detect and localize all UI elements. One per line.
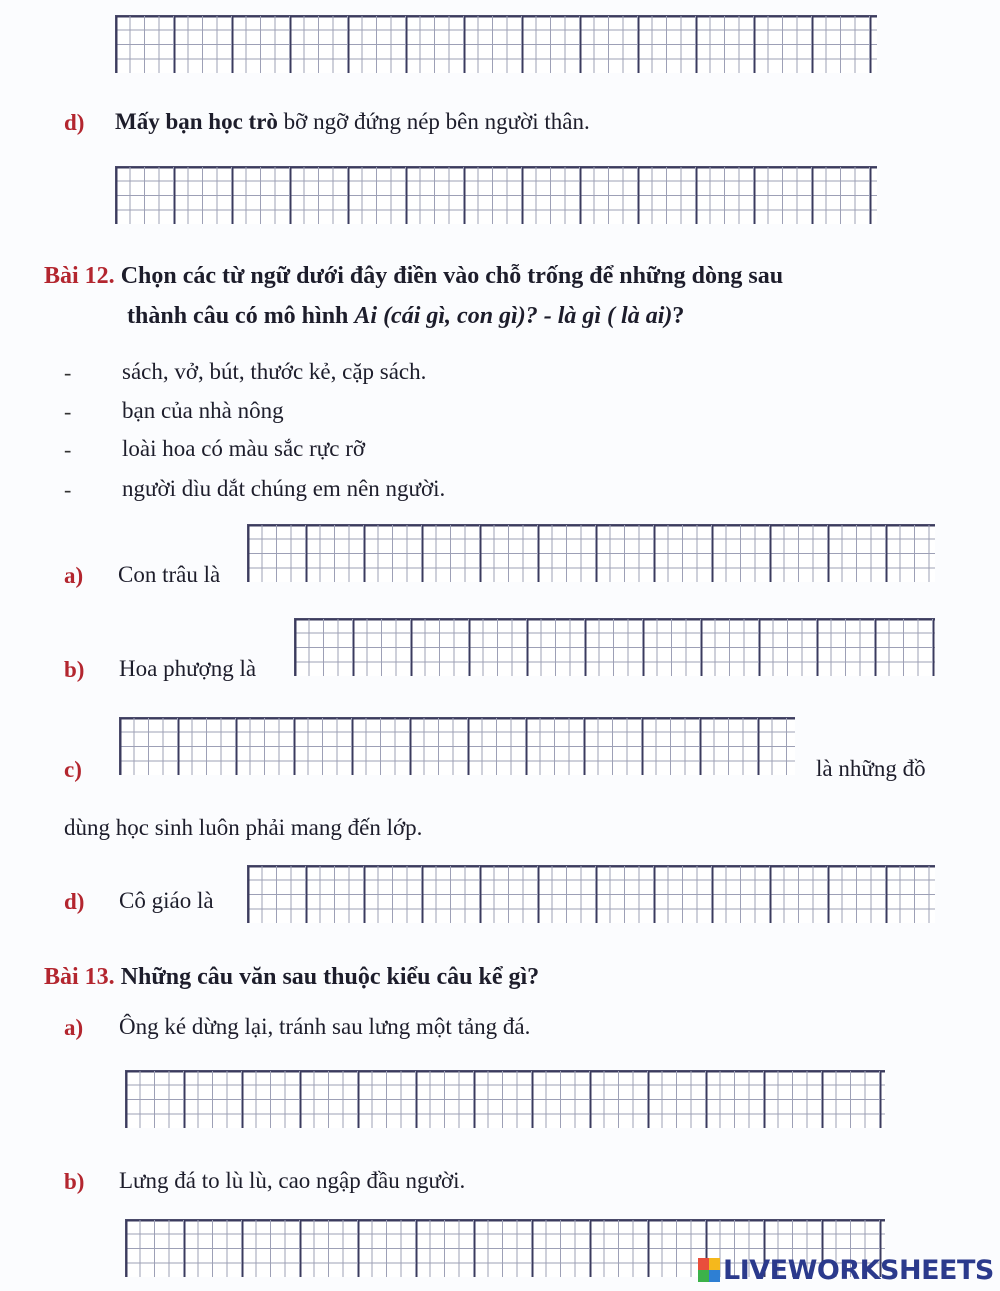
bai12-a-text: Con trâu là bbox=[118, 562, 221, 587]
option-bullet: - bbox=[64, 360, 72, 385]
bai12-b-label: b) bbox=[64, 657, 85, 682]
bai12-heading-line2 bbox=[127, 304, 684, 328]
item-d-rest: bỡ ngỡ đứng nép bên người thân. bbox=[277, 109, 590, 134]
bai13-a-label: a) bbox=[64, 1015, 84, 1040]
liveworksheets-brand: LIVEWORKSHEETS bbox=[723, 1254, 994, 1286]
option-bullet: - bbox=[64, 399, 72, 424]
bai12-b-text: Hoa phượng là bbox=[119, 656, 257, 681]
bai12-c-label: c) bbox=[64, 757, 82, 782]
liveworksheets-logo-icon bbox=[698, 1258, 720, 1282]
item-d-subject: Mấy bạn học trò bbox=[115, 109, 278, 134]
bai12-d-label: d) bbox=[64, 889, 85, 914]
bai12-a-label: a) bbox=[64, 563, 84, 588]
bai12-instruction-suffix: ? bbox=[672, 303, 685, 329]
option-item: người dìu dắt chúng em nên người. bbox=[122, 476, 446, 501]
logo-square-3 bbox=[698, 1270, 709, 1282]
logo-square-4 bbox=[709, 1270, 720, 1282]
answer-grid-bai12-a[interactable] bbox=[247, 524, 935, 582]
bai12-number: Bài 12. bbox=[44, 263, 115, 289]
option-item: loài hoa có màu sắc rực rỡ bbox=[122, 436, 366, 461]
item-d-sentence bbox=[115, 110, 590, 133]
liveworksheets-logo bbox=[698, 1255, 994, 1285]
bai13-instruction: Những câu văn sau thuộc kiểu câu kể gì? bbox=[120, 964, 540, 990]
bai13-b-label: b) bbox=[64, 1169, 85, 1194]
bai12-c-text-after: là những đồ bbox=[816, 756, 926, 781]
logo-square-2 bbox=[709, 1258, 720, 1270]
bai13-heading bbox=[44, 965, 539, 989]
bai12-instruction-prefix: thành câu có mô hình bbox=[127, 303, 355, 329]
bai12-c-continuation: dùng học sinh luôn phải mang đến lớp. bbox=[64, 815, 423, 840]
answer-grid-bai12-c[interactable] bbox=[119, 717, 795, 775]
answer-grid-bai12-d[interactable] bbox=[247, 865, 935, 923]
option-item: bạn của nhà nông bbox=[122, 398, 284, 423]
option-bullet: - bbox=[64, 477, 72, 502]
logo-square-1 bbox=[698, 1258, 709, 1270]
bai13-b-text: Lưng đá to lù lù, cao ngập đầu người. bbox=[119, 1168, 466, 1193]
option-item: sách, vở, bút, thước kẻ, cặp sách. bbox=[122, 359, 427, 384]
option-bullet: - bbox=[64, 437, 72, 462]
bai12-pattern: Ai (cái gì, con gì)? - là gì ( là ai) bbox=[354, 303, 673, 329]
answer-grid-bai12-b[interactable] bbox=[294, 618, 935, 676]
bai13-number: Bài 13. bbox=[44, 964, 115, 990]
bai12-heading-line1 bbox=[44, 264, 783, 288]
bai12-d-text: Cô giáo là bbox=[119, 888, 214, 913]
bai12-instruction-line1: Chọn các từ ngữ dưới đây điền vào chỗ trống để những dòng sau bbox=[120, 263, 784, 289]
answer-grid-prev-d[interactable] bbox=[115, 166, 877, 224]
item-d-label: d) bbox=[64, 110, 85, 135]
answer-grid-prev-c[interactable] bbox=[115, 15, 877, 73]
answer-grid-bai13-a[interactable] bbox=[125, 1070, 885, 1128]
bai13-a-text: Ông ké dừng lại, tránh sau lưng một tảng đá. bbox=[119, 1014, 531, 1039]
